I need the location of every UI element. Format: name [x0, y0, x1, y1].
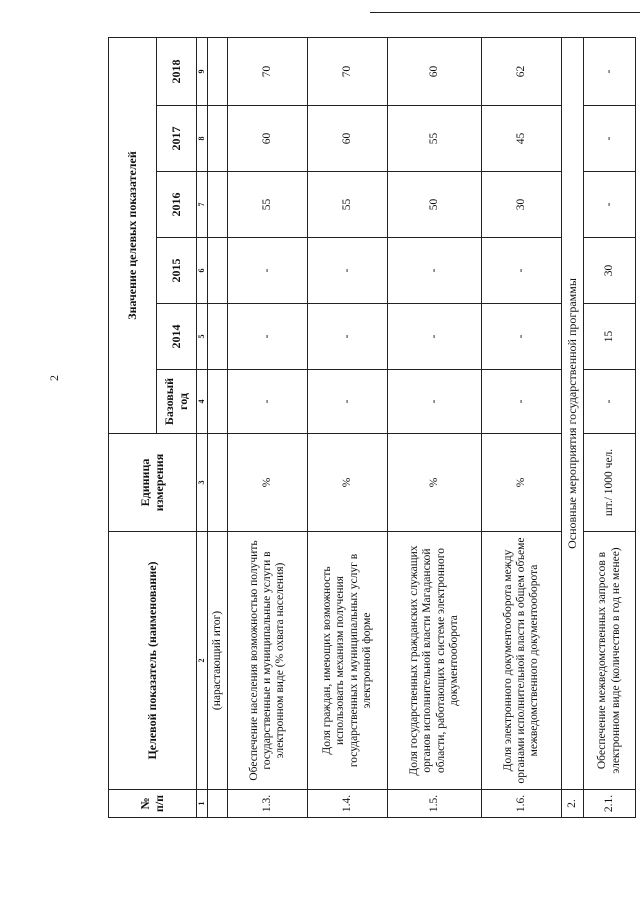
row-no: 1.5.	[388, 790, 482, 818]
header-year-2017: 2017	[157, 106, 197, 172]
top-rule	[370, 12, 640, 13]
row-2016: 30	[482, 172, 562, 238]
index-cell: 3	[197, 434, 208, 532]
row-2017: 60	[308, 106, 388, 172]
row-2014: -	[308, 304, 388, 370]
header-year-2014: 2014	[157, 304, 197, 370]
row-base: -	[584, 370, 636, 434]
row-base: -	[228, 370, 308, 434]
row-unit: %	[228, 434, 308, 532]
header-no: № п/п	[109, 790, 197, 818]
row-name: Обеспечение населения возможностью получить государственные и муниципальные услуги в электронном виде (% охвата населения)	[228, 532, 308, 790]
table-row	[584, 37, 636, 817]
row-2017: -	[584, 106, 636, 172]
row-name: Обеспечение межведомственных запросов в электронном виде (количество в год не менее)	[584, 532, 636, 790]
continuation-text: (нарастающий итог)	[208, 532, 228, 790]
row-2017: 45	[482, 106, 562, 172]
table-row	[308, 37, 388, 817]
row-unit: %	[308, 434, 388, 532]
row-2014: -	[228, 304, 308, 370]
row-2014: 15	[584, 304, 636, 370]
row-2014: -	[388, 304, 482, 370]
table-row	[388, 37, 482, 817]
continuation-row	[208, 37, 228, 817]
row-2018: -	[584, 37, 636, 105]
target-indicators-table	[108, 37, 636, 818]
row-2015: 30	[584, 238, 636, 304]
row-2015: -	[388, 238, 482, 304]
row-unit: шт./ 1000 чел.	[584, 434, 636, 532]
column-index-row	[197, 37, 208, 817]
index-cell: 1	[197, 790, 208, 818]
header-year-2016: 2016	[157, 172, 197, 238]
row-2018: 60	[388, 37, 482, 105]
index-cell: 9	[197, 37, 208, 105]
row-name: Доля электронного документооборота между органами исполнительной власти в общем объеме межведомственного документооборота	[482, 532, 562, 790]
row-2016: -	[584, 172, 636, 238]
header-base-year: Базовый год	[157, 370, 197, 434]
row-2015: -	[228, 238, 308, 304]
header-indicator: Целевой показатель (наименование)	[109, 532, 197, 790]
row-2016: 50	[388, 172, 482, 238]
row-name: Доля государственных гражданских служащих органов исполнительной власти Магаданской области, работающих в системе электронного документооборота	[388, 532, 482, 790]
row-2018: 62	[482, 37, 562, 105]
row-2016: 55	[308, 172, 388, 238]
row-2018: 70	[308, 37, 388, 105]
header-year-2015: 2015	[157, 238, 197, 304]
table-row	[482, 37, 562, 817]
table-row	[228, 37, 308, 817]
row-name: Доля граждан, имеющих возможность использовать механизм получения государственных и муниципальных услуг в электронной форме	[308, 532, 388, 790]
page-number: 2	[47, 375, 61, 381]
header-unit: Единица измерения	[109, 434, 197, 532]
index-cell: 7	[197, 172, 208, 238]
row-no: 2.1.	[584, 790, 636, 818]
index-cell: 2	[197, 532, 208, 790]
row-base: -	[388, 370, 482, 434]
row-unit: %	[482, 434, 562, 532]
index-cell: 4	[197, 370, 208, 434]
row-2015: -	[482, 238, 562, 304]
row-2014: -	[482, 304, 562, 370]
rotated-table-container	[108, 38, 622, 818]
index-cell: 8	[197, 106, 208, 172]
row-no: 1.3.	[228, 790, 308, 818]
row-no: 1.6.	[482, 790, 562, 818]
row-2018: 70	[228, 37, 308, 105]
header-year-2018: 2018	[157, 37, 197, 105]
row-2016: 55	[228, 172, 308, 238]
index-cell: 5	[197, 304, 208, 370]
index-cell: 6	[197, 238, 208, 304]
row-base: -	[308, 370, 388, 434]
section-no: 2.	[562, 790, 584, 818]
section-title: Основные мероприятия государственной программы	[562, 37, 584, 789]
row-no: 1.4.	[308, 790, 388, 818]
row-2017: 55	[388, 106, 482, 172]
row-2017: 60	[228, 106, 308, 172]
row-base: -	[482, 370, 562, 434]
header-values-group: Значение целевых показателей	[109, 37, 157, 433]
row-2015: -	[308, 238, 388, 304]
section-row	[562, 37, 584, 817]
row-unit: %	[388, 434, 482, 532]
